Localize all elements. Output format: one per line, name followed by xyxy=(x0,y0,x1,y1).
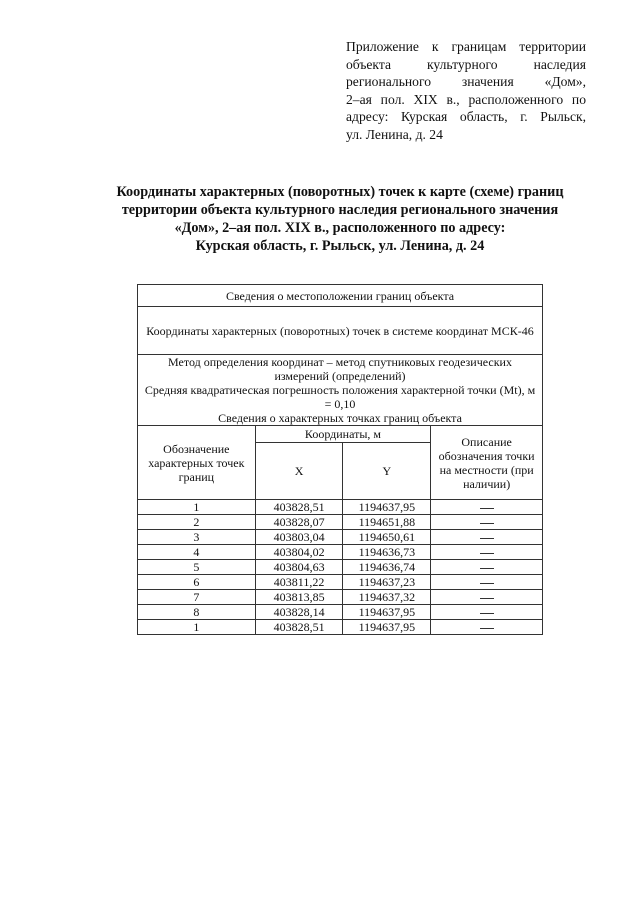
dash-mark xyxy=(480,628,494,629)
table-row xyxy=(138,590,543,605)
appendix-line: регионального значения «Дом», xyxy=(346,74,586,89)
dash-mark xyxy=(480,598,494,599)
point-description xyxy=(431,605,543,620)
point-number: 1 xyxy=(138,500,256,515)
point-x: 403828,51 xyxy=(255,500,343,515)
table-row-location-info xyxy=(138,285,543,307)
appendix-line: объекта культурного наследия xyxy=(346,56,586,72)
coordinates-table xyxy=(137,284,543,635)
title-line: Курская область, г. Рыльск, ул. Ленина, д. 24 xyxy=(195,238,485,254)
point-x: 403828,07 xyxy=(255,515,343,530)
table-row-coordinate-system xyxy=(138,307,543,355)
appendix-line: 2–ая пол. XIX в., расположенного по xyxy=(346,91,586,107)
point-y: 1194637,23 xyxy=(343,575,431,590)
table-row-method xyxy=(138,355,543,426)
point-description xyxy=(431,545,543,560)
accuracy-text: Средняя квадратическая погрешность положения характерной точки (Mt), м = 0,10 xyxy=(144,383,536,411)
table-row xyxy=(138,530,543,545)
table-row xyxy=(138,620,543,635)
method-text: Метод определения координат – метод спутниковых геодезических измерений (определений) xyxy=(168,355,512,383)
point-y: 1194637,95 xyxy=(343,620,431,635)
point-x: 403828,51 xyxy=(255,620,343,635)
dash-mark xyxy=(480,568,494,569)
point-description xyxy=(431,560,543,575)
point-description xyxy=(431,575,543,590)
point-number: 6 xyxy=(138,575,256,590)
appendix-note xyxy=(346,38,586,143)
dash-mark xyxy=(480,523,494,524)
dash-mark xyxy=(480,613,494,614)
appendix-line: ул. Ленина, д. 24 xyxy=(346,126,443,142)
header-coordinates: Координаты, м xyxy=(255,426,431,443)
point-x: 403804,02 xyxy=(255,545,343,560)
point-y: 1194636,74 xyxy=(343,560,431,575)
table-row xyxy=(138,560,543,575)
point-number: 2 xyxy=(138,515,256,530)
table-row xyxy=(138,575,543,590)
dash-mark xyxy=(480,583,494,584)
point-description xyxy=(431,515,543,530)
dash-mark xyxy=(480,538,494,539)
point-y: 1194637,95 xyxy=(343,605,431,620)
point-number: 3 xyxy=(138,530,256,545)
point-number: 5 xyxy=(138,560,256,575)
header-description: Описание обозначения точки на местности (при наличии) xyxy=(431,426,543,500)
point-number: 7 xyxy=(138,590,256,605)
point-y: 1194651,88 xyxy=(343,515,431,530)
point-description xyxy=(431,620,543,635)
table-row xyxy=(138,500,543,515)
title-line: «Дом», 2–ая пол. XIX в., расположенного по адресу: xyxy=(174,220,506,236)
appendix-line: адресу: Курская область, г. Рыльск, xyxy=(346,109,586,124)
point-number: 1 xyxy=(138,620,256,635)
point-description xyxy=(431,530,543,545)
point-y: 1194637,32 xyxy=(343,590,431,605)
point-description xyxy=(431,590,543,605)
point-y: 1194650,61 xyxy=(343,530,431,545)
table-header-row xyxy=(138,426,543,443)
point-x: 403803,04 xyxy=(255,530,343,545)
document-title xyxy=(60,183,620,255)
appendix-line: Приложение к границам территории xyxy=(346,39,586,54)
header-designation: Обозначение характерных точек границ xyxy=(138,426,256,500)
dash-mark xyxy=(480,553,494,554)
dash-mark xyxy=(480,508,494,509)
header-y: Y xyxy=(343,443,431,500)
point-y: 1194637,95 xyxy=(343,500,431,515)
coordinate-system-cell: Координаты характерных (поворотных) точек в системе координат МСК-46 xyxy=(138,307,543,355)
point-description xyxy=(431,500,543,515)
point-y: 1194636,73 xyxy=(343,545,431,560)
point-x: 403828,14 xyxy=(255,605,343,620)
title-line: территории объекта культурного наследия регионального значения xyxy=(121,202,559,218)
method-cell xyxy=(138,355,543,426)
point-x: 403804,63 xyxy=(255,560,343,575)
table-row xyxy=(138,515,543,530)
table-row xyxy=(138,545,543,560)
point-number: 4 xyxy=(138,545,256,560)
point-x: 403813,85 xyxy=(255,590,343,605)
point-number: 8 xyxy=(138,605,256,620)
title-line: Координаты характерных (поворотных) точек к карте (схеме) границ xyxy=(116,184,564,200)
table-row xyxy=(138,605,543,620)
points-info-text: Сведения о характерных точках границ объекта xyxy=(218,411,462,425)
header-x: X xyxy=(255,443,343,500)
point-x: 403811,22 xyxy=(255,575,343,590)
location-info-cell: Сведения о местоположении границ объекта xyxy=(138,285,543,307)
